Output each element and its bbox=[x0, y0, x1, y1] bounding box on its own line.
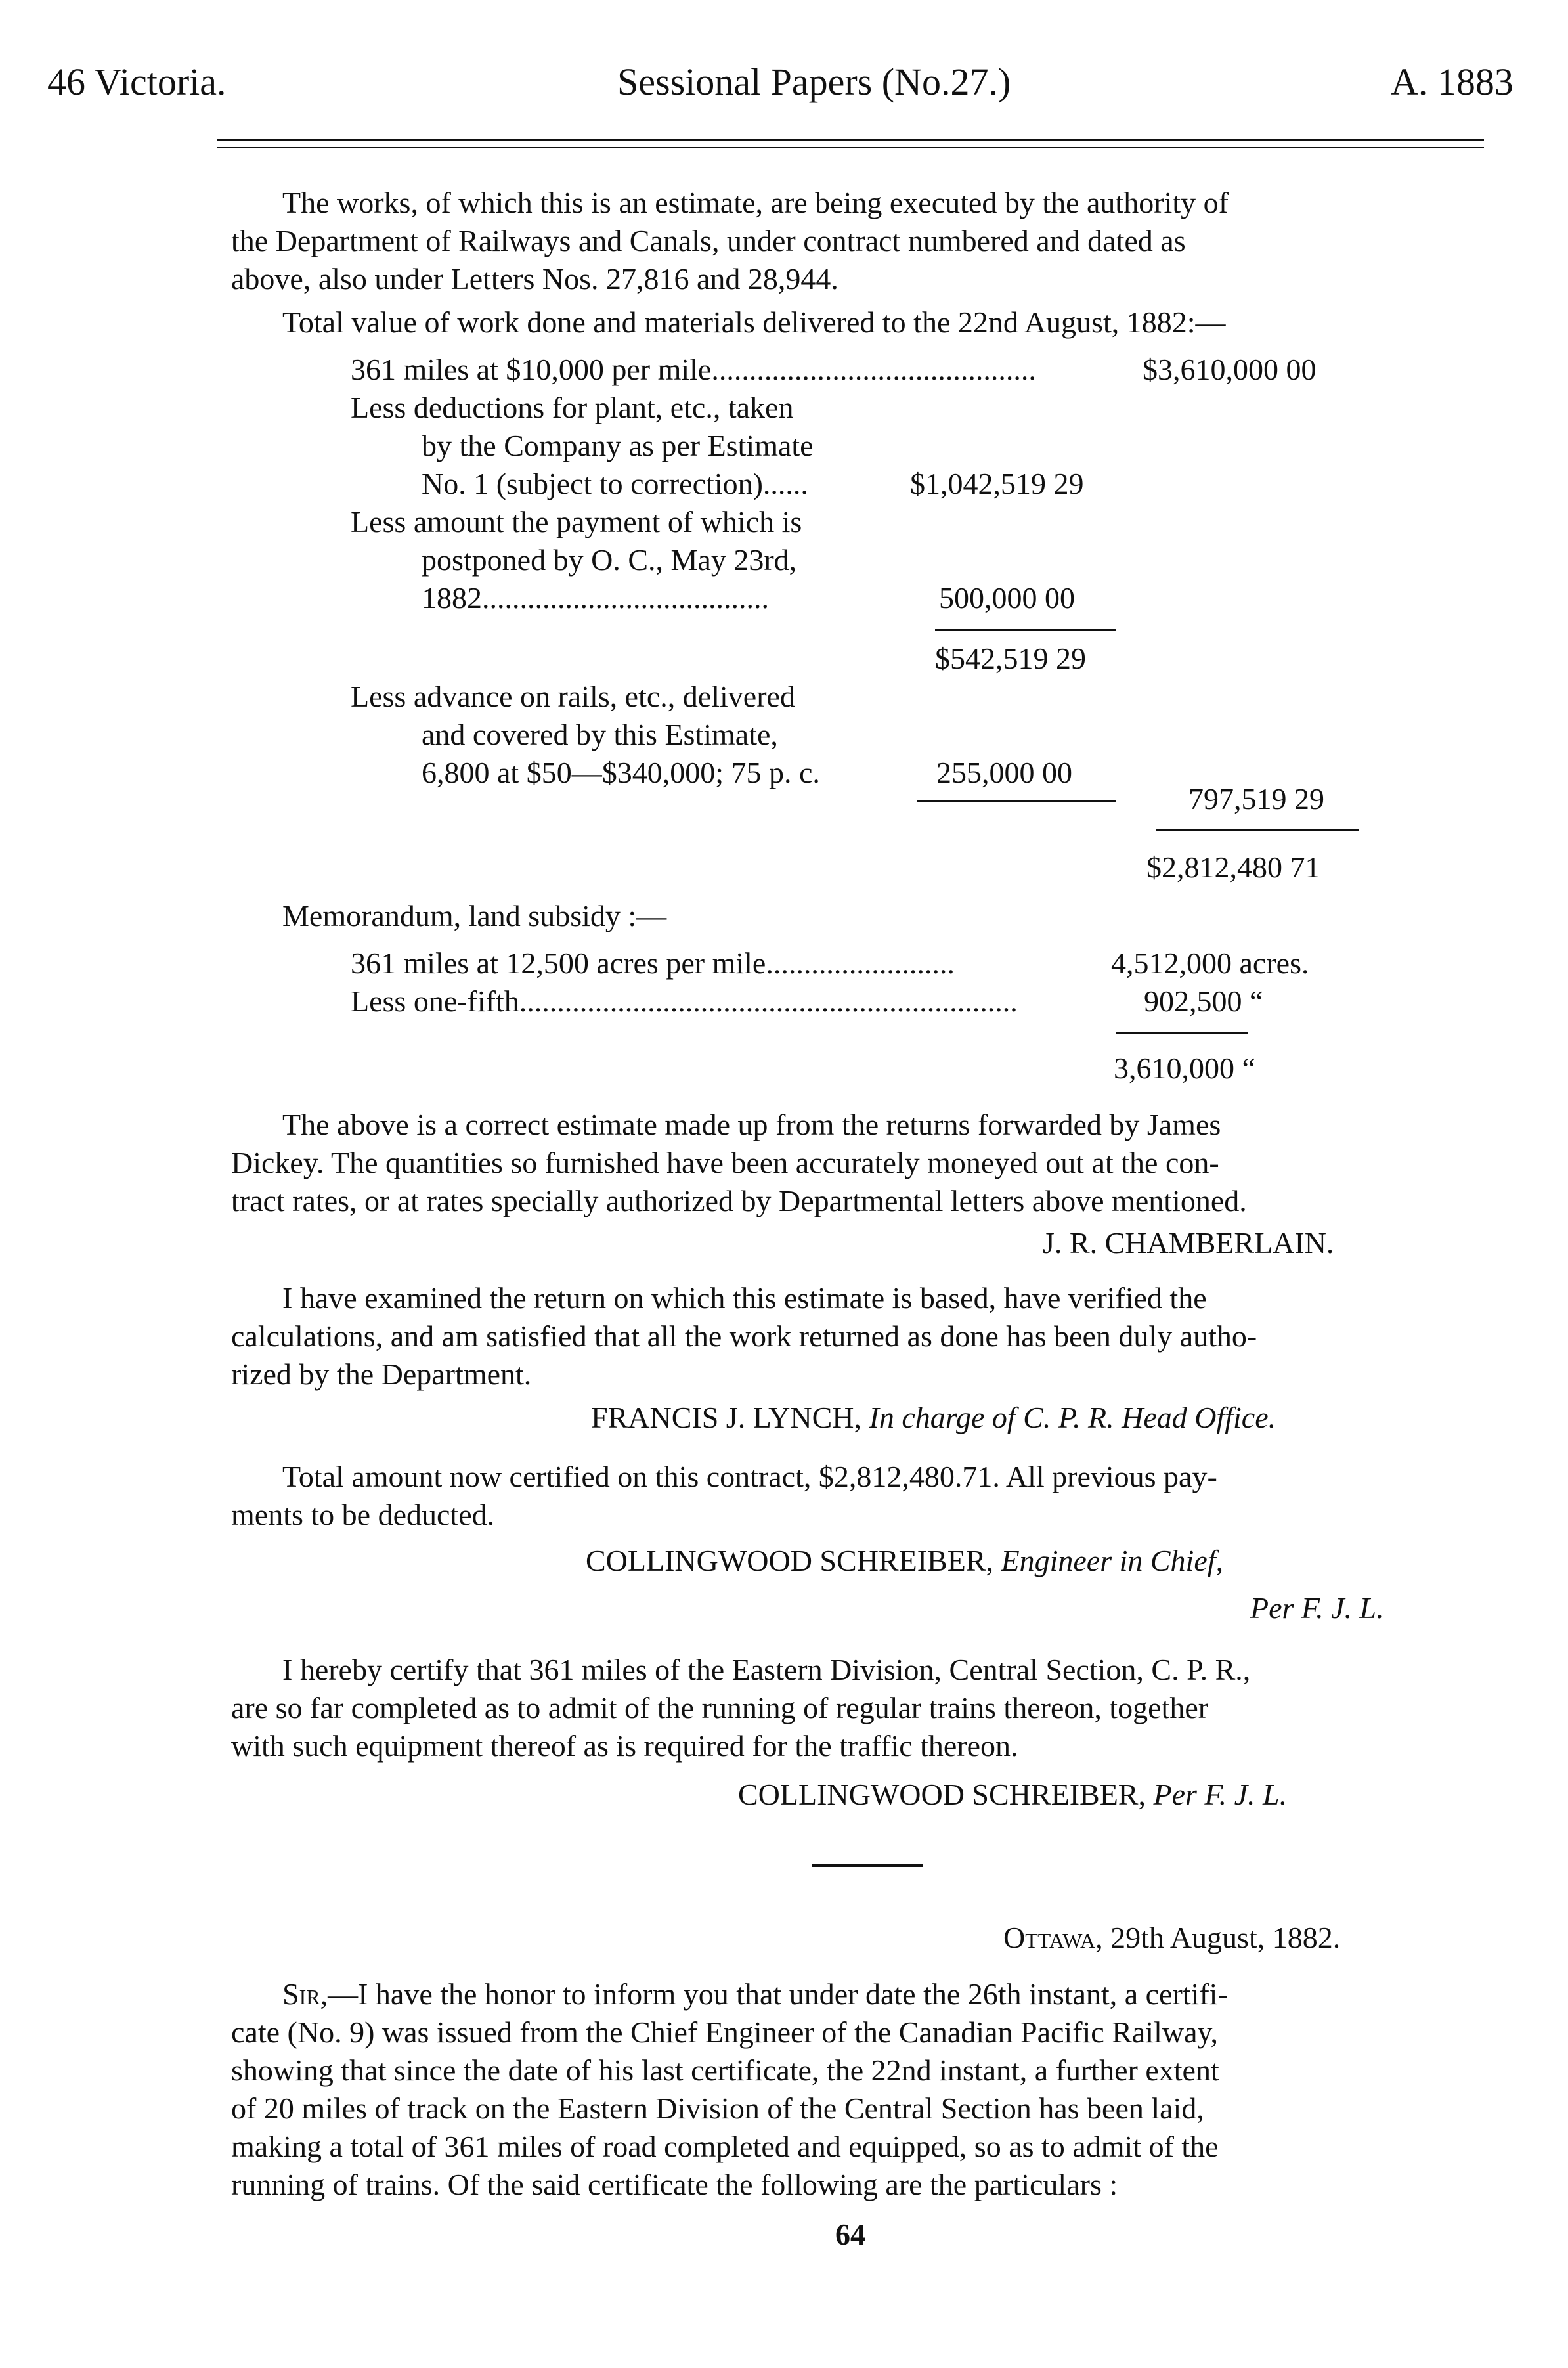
net-total-amount: $2,812,480 71 bbox=[1146, 850, 1320, 884]
signature-schreiber-1 bbox=[586, 1546, 1223, 1576]
memo-line-1: 361 miles at 12,500 acres per mile......................... bbox=[351, 946, 955, 980]
header-year: A. 1883 bbox=[1391, 60, 1514, 103]
hereby-line-2: are so far completed as to admit of the running of regular trains thereon, together bbox=[231, 1691, 1209, 1724]
hereby-line-3: with such equipment thereof as is required for the traffic thereon. bbox=[231, 1729, 1018, 1763]
header-title: Sessional Papers (No.27.) bbox=[617, 60, 1011, 103]
letter-place: Ottawa, bbox=[1003, 1921, 1103, 1954]
total-heading: Total value of work done and materials delivered to the 22nd August, 1882:— bbox=[282, 305, 1226, 339]
deduct3-amount: 255,000 00 bbox=[936, 756, 1072, 789]
letter-line-4: of 20 miles of track on the Eastern Division of the Central Section has been laid, bbox=[231, 2092, 1204, 2125]
deduct3-line-1: Less advance on rails, etc., delivered bbox=[351, 680, 795, 713]
memo-heading: Memorandum, land subsidy :— bbox=[282, 899, 667, 932]
intro-line-3: above, also under Letters Nos. 27,816 and 28,944. bbox=[231, 262, 838, 296]
letter-line-1 bbox=[282, 1979, 1228, 2009]
memo-line-2: Less one-fifth.................................................................. bbox=[351, 984, 1018, 1018]
examined-line-1: I have examined the return on which this estimate is based, have verified the bbox=[282, 1281, 1207, 1315]
signature-lynch bbox=[591, 1403, 1276, 1433]
deduct3-line-2: and covered by this Estimate, bbox=[422, 718, 778, 751]
correct-line-1: The above is a correct estimate made up from the returns forwarded by James bbox=[282, 1108, 1221, 1141]
header-rule-bottom bbox=[217, 147, 1484, 148]
header-volume: 46 Victoria. bbox=[47, 60, 227, 103]
deductions-rule bbox=[917, 800, 1116, 802]
memo-rule bbox=[1116, 1032, 1248, 1034]
signature-schreiber-2 bbox=[738, 1780, 1287, 1810]
subtotal-amount: $542,519 29 bbox=[935, 642, 1086, 675]
letter-line-6: running of trains. Of the said certificate the following are the particulars : bbox=[231, 2168, 1118, 2201]
deduct2-amount: 500,000 00 bbox=[939, 581, 1075, 615]
signature-schreiber-2-per: Per F. J. L. bbox=[1153, 1778, 1288, 1811]
examined-line-3: rized by the Department. bbox=[231, 1357, 532, 1391]
letter-line-3: showing that since the date of his last certificate, the 22nd instant, a further extent bbox=[231, 2053, 1219, 2087]
signature-schreiber-2-name: COLLINGWOOD SCHREIBER, bbox=[738, 1778, 1146, 1811]
signature-schreiber-1-per: Per F. J. L. bbox=[1250, 1591, 1384, 1625]
letter-date: 29th August, 1882. bbox=[1110, 1921, 1341, 1954]
memo-line-1-amount: 4,512,000 acres. bbox=[1111, 946, 1309, 980]
page-number: 64 bbox=[835, 2218, 865, 2251]
total-deductions-amount: 797,519 29 bbox=[1188, 782, 1324, 816]
intro-line-1: The works, of which this is an estimate, are being executed by the authority of bbox=[282, 186, 1229, 219]
deduct2-line-3: 1882...................................... bbox=[422, 581, 769, 615]
signature-schreiber-1-title: Engineer in Chief, bbox=[1001, 1544, 1224, 1577]
hereby-line-1: I hereby certify that 361 miles of the Eastern Division, Central Section, C. P. R., bbox=[282, 1653, 1251, 1686]
correct-line-3: tract rates, or at rates specially authorized by Departmental letters above mentioned. bbox=[231, 1184, 1247, 1217]
memo-line-2-amount: 902,500 “ bbox=[1144, 984, 1263, 1018]
signature-lynch-name: FRANCIS J. LYNCH, bbox=[591, 1401, 862, 1434]
deduct3-line-3: 6,800 at $50—$340,000; 75 p. c. bbox=[422, 756, 820, 789]
correct-line-2: Dickey. The quantities so furnished have been accurately moneyed out at the con- bbox=[231, 1146, 1219, 1179]
deduct1-line-2: by the Company as per Estimate bbox=[422, 429, 814, 462]
letter-line-5: making a total of 361 miles of road completed and equipped, so as to admit of the bbox=[231, 2130, 1219, 2163]
header-rule-top bbox=[217, 139, 1484, 141]
certified-line-2: ments to be deducted. bbox=[231, 1498, 495, 1531]
signature-lynch-title: In charge of C. P. R. Head Office. bbox=[869, 1401, 1276, 1434]
section-divider bbox=[812, 1864, 923, 1867]
signature-chamberlain: J. R. CHAMBERLAIN. bbox=[1043, 1226, 1334, 1260]
letter-line-2: cate (No. 9) was issued from the Chief Engineer of the Canadian Pacific Railway, bbox=[231, 2015, 1219, 2049]
deduct1-line-1: Less deductions for plant, etc., taken bbox=[351, 391, 794, 424]
letter-dateline bbox=[1003, 1923, 1340, 1953]
deduct2-line-1: Less amount the payment of which is bbox=[351, 505, 802, 538]
subtotal-rule bbox=[935, 629, 1116, 631]
letter-salutation: Sir, bbox=[282, 1977, 328, 2011]
letter-line-1-text: —I have the honor to inform you that under date the 26th instant, a certifi- bbox=[328, 1977, 1228, 2011]
signature-schreiber-1-name: COLLINGWOOD SCHREIBER, bbox=[586, 1544, 993, 1577]
estimate-line-1: 361 miles at $10,000 per mile........................................... bbox=[351, 353, 1036, 386]
memo-net-amount: 3,610,000 “ bbox=[1114, 1051, 1255, 1085]
intro-line-2: the Department of Railways and Canals, under contract numbered and dated as bbox=[231, 224, 1186, 257]
estimate-line-1-amount: $3,610,000 00 bbox=[1143, 353, 1317, 386]
deduct2-line-2: postponed by O. C., May 23rd, bbox=[422, 543, 797, 577]
certified-line-1: Total amount now certified on this contract, $2,812,480.71. All previous pay- bbox=[282, 1460, 1217, 1493]
deduct1-amount: $1,042,519 29 bbox=[910, 467, 1084, 500]
examined-line-2: calculations, and am satisfied that all the work returned as done has been duly autho- bbox=[231, 1319, 1257, 1353]
net-total-rule bbox=[1156, 829, 1359, 831]
deduct1-line-3: No. 1 (subject to correction)...... bbox=[422, 467, 808, 500]
